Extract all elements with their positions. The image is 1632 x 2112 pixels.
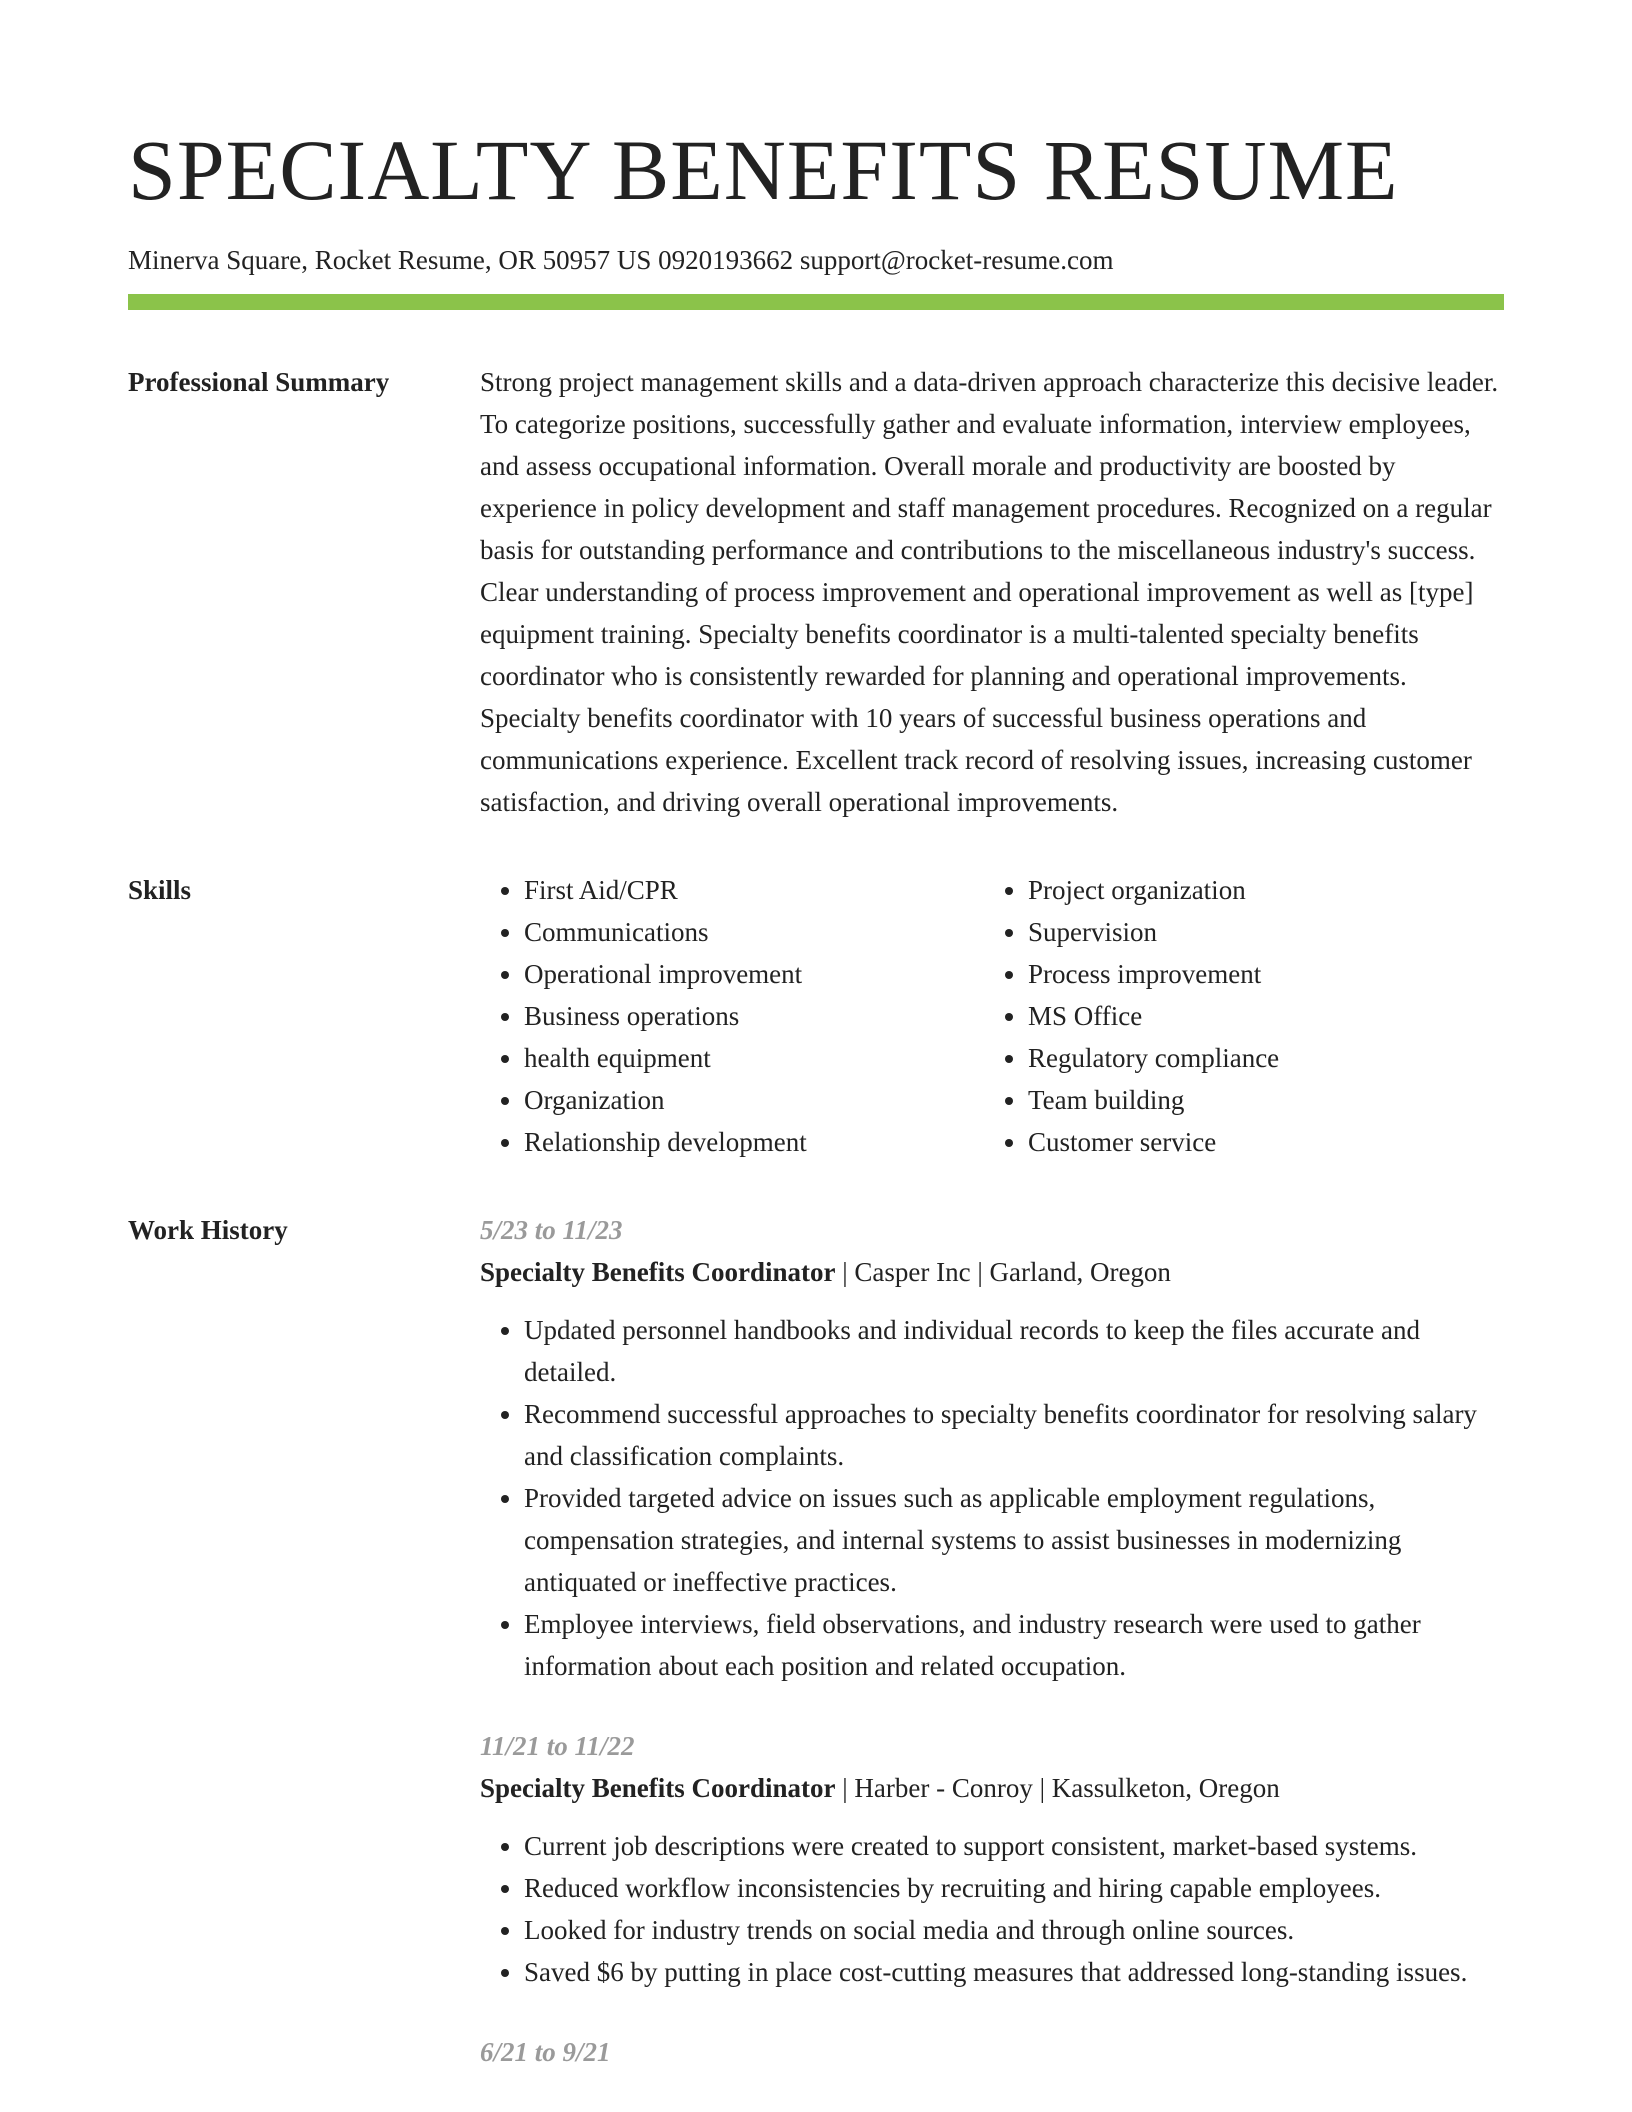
job-bullet: • Provided targeted advice on issues such as applicable employment regulations, compensation strategies, and internal systems to assist businesses in modernizing antiquated or ineffective practices. <box>524 1477 1504 1603</box>
header-divider <box>128 294 1504 310</box>
skills-list-left <box>480 869 984 1163</box>
job-bullet: • Current job descriptions were created to support consistent, market-based systems. <box>524 1825 1504 1867</box>
skill-item: • Organization <box>524 1079 984 1121</box>
job-bullets <box>480 1825 1504 1993</box>
job-entry <box>480 1725 1504 1993</box>
skill-item: • MS Office <box>1028 995 1488 1037</box>
job-bullet: • Employee interviews, field observations, and industry research were used to gather information about each position and related occupation. <box>524 1603 1504 1687</box>
job-role-line <box>480 1251 1504 1293</box>
skill-item: • Supervision <box>1028 911 1488 953</box>
job-dates: 6/21 to 9/21 <box>480 2037 611 2067</box>
job-bullet: • Saved $6 by putting in place cost-cutting measures that addressed long-standing issues. <box>524 1951 1504 1993</box>
job-entry <box>480 2031 1504 2073</box>
skills-list-right <box>984 869 1488 1163</box>
job-bullet: • Updated personnel handbooks and individual records to keep the files accurate and detailed. <box>524 1309 1504 1393</box>
job-title: Specialty Benefits Coordinator <box>480 1257 836 1287</box>
summary-section <box>128 361 1504 823</box>
job-details: | Harber - Conroy | Kassulketon, Oregon <box>835 1773 1280 1803</box>
work-history-section <box>128 1209 1504 2111</box>
job-details: | Casper Inc | Garland, Oregon <box>835 1257 1171 1287</box>
work-history-label: Work History <box>128 1215 288 1245</box>
skill-item: • Business operations <box>524 995 984 1037</box>
skill-item: • Customer service <box>1028 1121 1488 1163</box>
resume-page <box>128 0 1504 2111</box>
skill-item: • Regulatory compliance <box>1028 1037 1488 1079</box>
skills-section <box>128 869 1504 1163</box>
skill-item: • Team building <box>1028 1079 1488 1121</box>
summary-text: Strong project management skills and a data-driven approach characterize this decisive leader. To categorize positions, successfully gather and evaluate information, interview employees, and assess occupational information. Overall morale and productivity are boosted by experience in policy development and staff management procedures. Recognized on a regular basis for outstanding performance and contributions to the miscellaneous industry's success. Clear understanding of process improvement and operational improvement as well as [type] equipment training. Specialty benefits coordinator is a multi-talented specialty benefits coordinator who is consistently rewarded for planning and operational improvements. Specialty benefits coordinator with 10 years of successful business operations and communications experience. Excellent track record of resolving issues, increasing customer satisfaction, and driving overall operational improvements. <box>480 367 1499 817</box>
job-bullet: • Reduced workflow inconsistencies by recruiting and hiring capable employees. <box>524 1867 1504 1909</box>
summary-label: Professional Summary <box>128 367 390 397</box>
job-entry <box>480 1209 1504 1687</box>
job-title: Specialty Benefits Coordinator <box>480 1773 836 1803</box>
contact-line: Minerva Square, Rocket Resume, OR 50957 US 0920193662 support@rocket-resume.com <box>128 245 1114 275</box>
skill-item: • Relationship development <box>524 1121 984 1163</box>
job-role-line <box>480 1767 1504 1809</box>
job-bullets <box>480 1309 1504 1687</box>
skills-label: Skills <box>128 875 192 905</box>
job-bullet: • Looked for industry trends on social media and through online sources. <box>524 1909 1504 1951</box>
skill-item: • Operational improvement <box>524 953 984 995</box>
job-dates: 5/23 to 11/23 <box>480 1215 623 1245</box>
job-dates: 11/21 to 11/22 <box>480 1731 635 1761</box>
skill-item: • health equipment <box>524 1037 984 1079</box>
skill-item: • Process improvement <box>1028 953 1488 995</box>
job-bullet: • Recommend successful approaches to specialty benefits coordinator for resolving salary and classification complaints. <box>524 1393 1504 1477</box>
skill-item: • Project organization <box>1028 869 1488 911</box>
resume-title: SPECIALTY BENEFITS RESUME <box>128 122 1399 218</box>
skill-item: • First Aid/CPR <box>524 869 984 911</box>
skill-item: • Communications <box>524 911 984 953</box>
